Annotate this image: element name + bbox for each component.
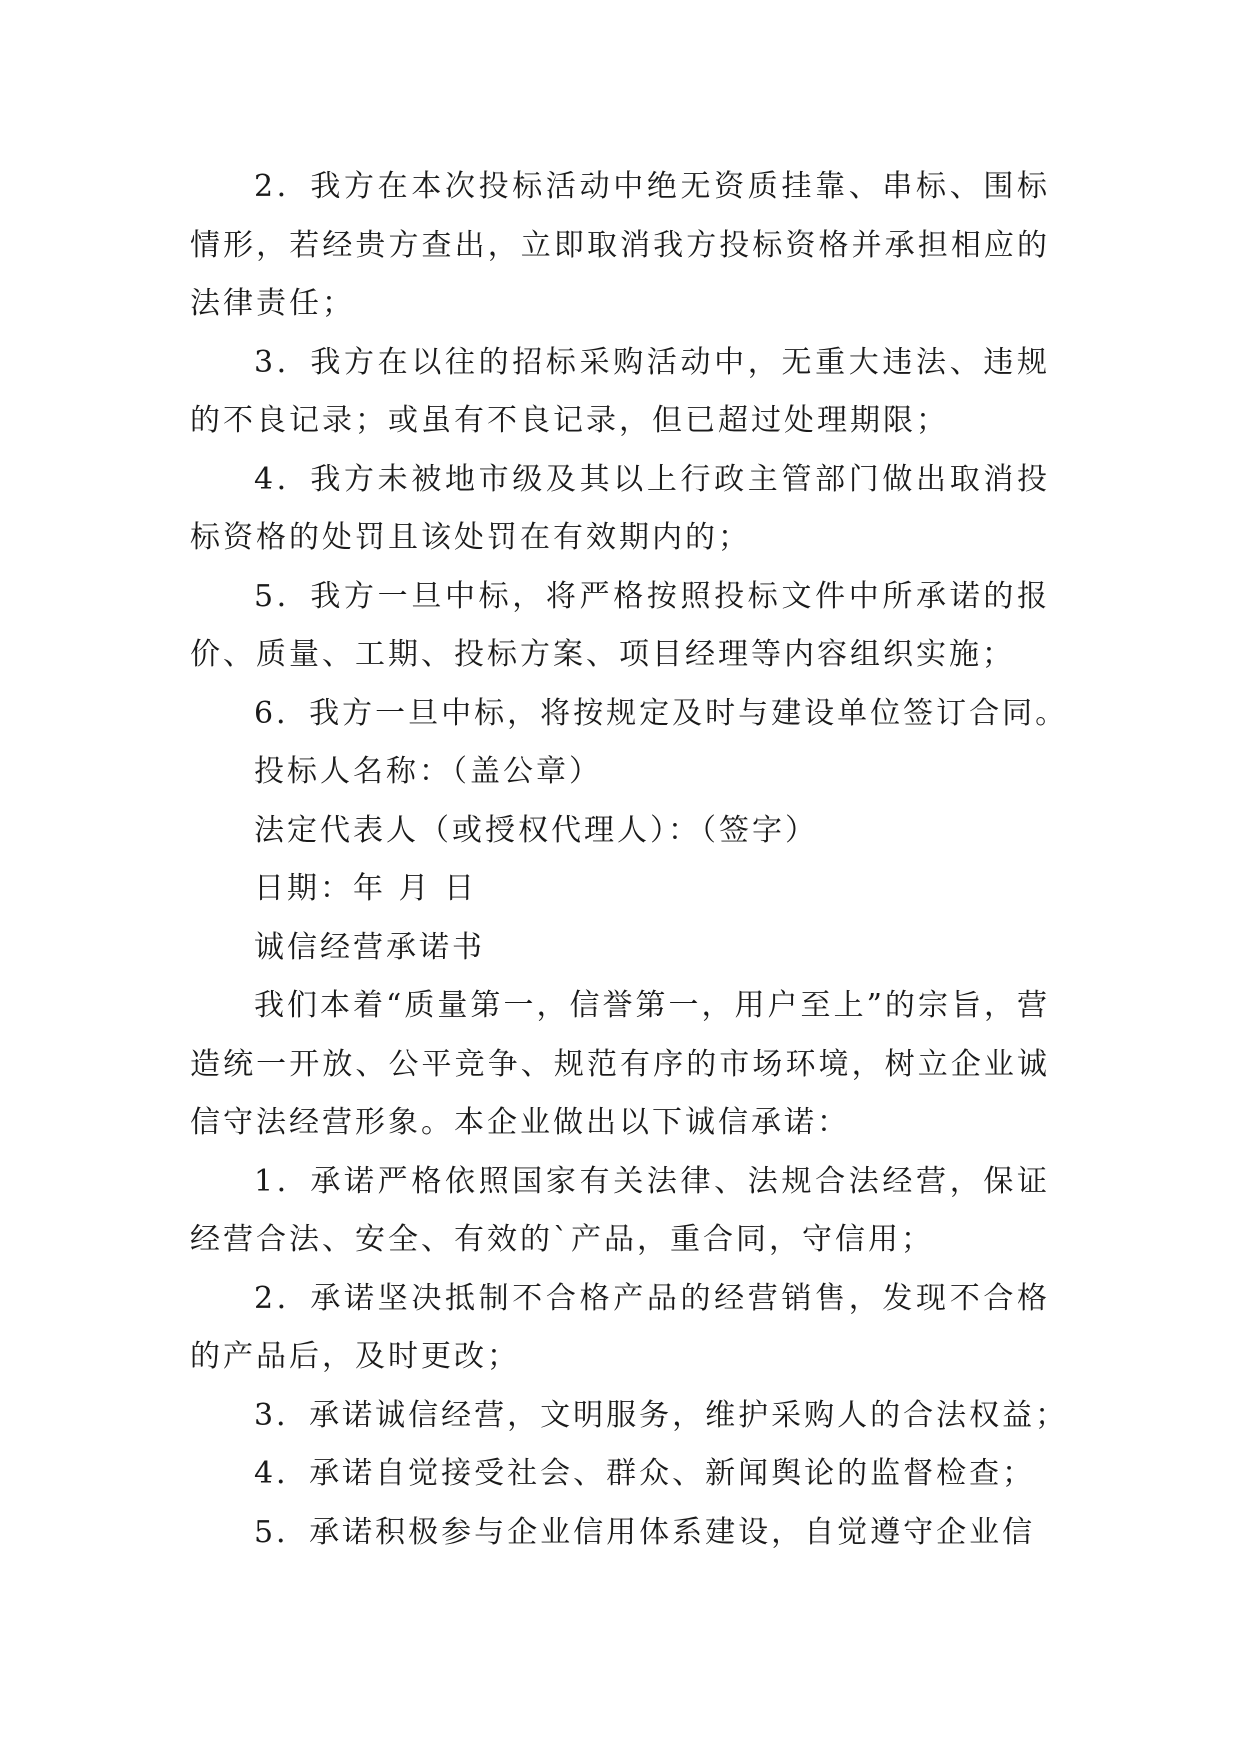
- commitment-4: 4．承诺自觉接受社会、群众、新闻舆论的监督检查；: [254, 1456, 1036, 1491]
- section-title: 诚信经营承诺书: [254, 929, 485, 965]
- clause-3: 3．我方在以往的招标采购活动中，无重大违法、违规的不良记录；或虽有不良记录，但已超过处理期限；: [190, 344, 1050, 438]
- clause-6: 6．我方一旦中标，将按规定及时与建设单位签订合同。: [254, 695, 1069, 731]
- clause-2: 2．我方在本次投标活动中绝无资质挂靠、串标、围标情形，若经贵方查出，立即取消我方投标资格并承担相应的法律责任；: [190, 169, 1050, 321]
- commitment-1: 1．承诺严格依照国家有关法律、法规合法经营，保证经营合法、安全、有效的`产品，重合同，守信用；: [190, 1163, 1050, 1257]
- commitment-5: 5．承诺积极参与企业信用体系建设，自觉遵守企业信: [254, 1514, 1036, 1550]
- clause-5: 5．我方一旦中标，将严格按照投标文件中所承诺的报价、质量、工期、投标方案、项目经理等内容组织实施；: [190, 578, 1050, 672]
- intro-paragraph: 我们本着“质量第一，信誉第一，用户至上”的宗旨，营造统一开放、公平竞争、规范有序的市场环境，树立企业诚信守法经营形象。本企业做出以下诚信承诺：: [190, 988, 1050, 1140]
- bidder-name-line: 投标人名称：（盖公章）: [254, 754, 602, 789]
- commitment-3: 3．承诺诚信经营，文明服务，维护采购人的合法权益；: [254, 1397, 1069, 1433]
- commitment-2: 2．承诺坚决抵制不合格产品的经营销售，发现不合格的产品后，及时更改；: [190, 1280, 1050, 1374]
- date-line: 日期：年 月 日: [254, 871, 478, 906]
- document-body: [190, 158, 1069, 1562]
- clause-4: 4．我方未被地市级及其以上行政主管部门做出取消投标资格的处罚且该处罚在有效期内的；: [190, 461, 1050, 555]
- legal-rep-line: 法定代表人（或授权代理人）：（签字）: [254, 812, 818, 848]
